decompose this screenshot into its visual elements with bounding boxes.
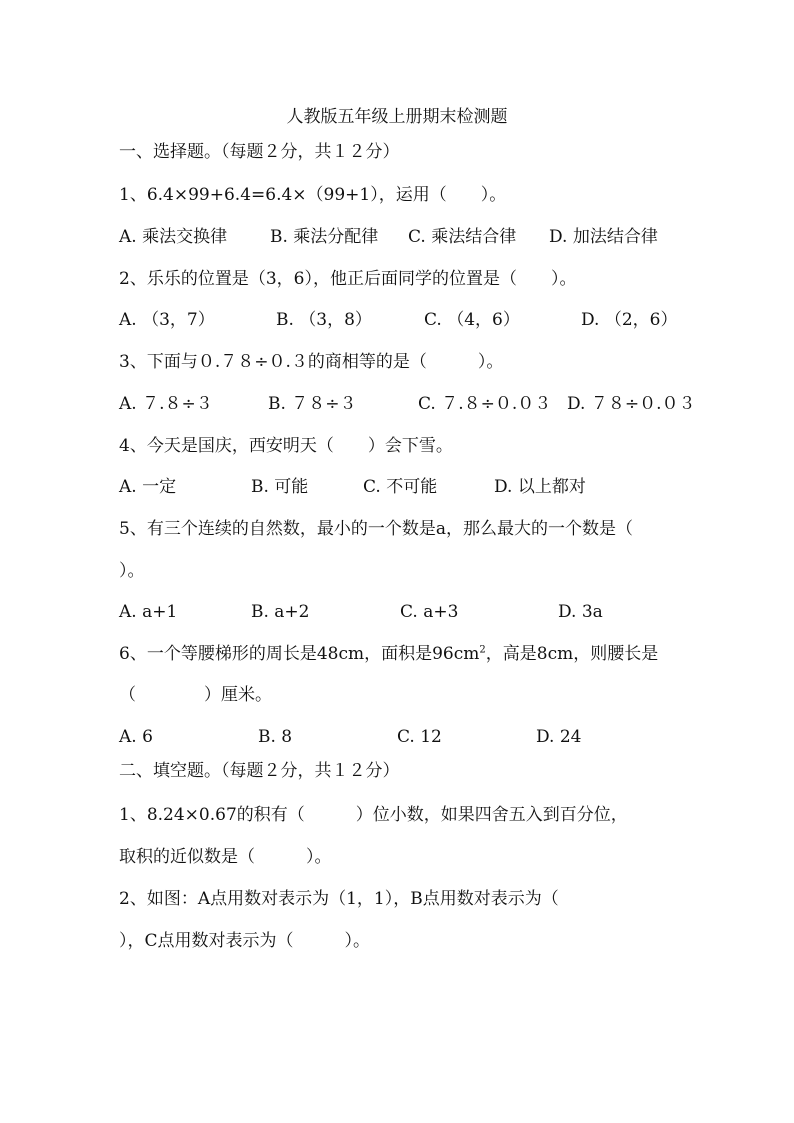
question-5-option-c: C. a+3: [400, 602, 459, 622]
question-5-stem-line1: 5、有三个连续的自然数，最小的一个数是a，那么最大的一个数是（: [119, 519, 633, 539]
question-3-option-c: C. ７.８÷０.０３: [418, 394, 552, 414]
question-1-option-b: B. 乘法分配律: [270, 227, 379, 247]
question-1-option-a: A. 乘法交换律: [119, 227, 228, 247]
question-6-stem-part-b: ，高是8cm，则腰长是: [485, 644, 659, 664]
question-4-option-d: D. 以上都对: [494, 477, 586, 497]
question-2-option-a: A. （3，7）: [119, 310, 215, 330]
question-3-stem: 3、下面与０.７８÷０.３的商相等的是（ ）。: [119, 352, 504, 372]
question-2-stem: 2、乐乐的位置是（3，6），他正后面同学的位置是（ ）。: [119, 269, 577, 289]
question-3-option-a: A. ７.８÷３: [119, 394, 213, 414]
fill-question-2-line1: 2、如图：A点用数对表示为（1，1），B点用数对表示为（: [119, 889, 559, 909]
question-3-option-d: D. ７８÷０.０３: [567, 394, 696, 414]
question-5-option-b: B. a+2: [251, 602, 310, 622]
question-4-stem: 4、今天是国庆，西安明天（ ）会下雪。: [119, 436, 453, 456]
question-2-option-c: C. （4，6）: [424, 310, 520, 330]
page-title: 人教版五年级上册期末检测题: [286, 107, 508, 127]
question-5-stem-line2: ）。: [119, 561, 145, 581]
question-4-option-a: A. 一定: [119, 477, 177, 497]
question-2-option-b: B. （3，8）: [276, 310, 372, 330]
question-1-stem: 1、6.4×99+6.4=6.4×（99+1），运用（ ）。: [119, 185, 507, 205]
question-4-option-b: B. 可能: [251, 477, 309, 497]
section-2-heading: 二、填空题。（每题２分，共１２分）: [119, 761, 400, 781]
fill-question-1-line2: 取积的近似数是（ ）。: [119, 847, 332, 867]
square-superscript: 2: [479, 644, 486, 656]
fill-question-2-line2: ），C点用数对表示为（ ）。: [119, 931, 371, 951]
section-1-heading: 一、选择题。（每题２分，共１２分）: [119, 142, 400, 162]
question-6-option-a: A. 6: [119, 727, 153, 747]
question-1-option-d: D. 加法结合律: [549, 227, 658, 247]
question-6-stem-line2: （ ）厘米。: [119, 685, 272, 705]
question-4-option-c: C. 不可能: [363, 477, 438, 497]
question-3-option-b: B. ７８÷３: [268, 394, 357, 414]
question-1-option-c: C. 乘法结合律: [408, 227, 517, 247]
fill-question-1-line1: 1、8.24×0.67的积有（ ）位小数，如果四舍五入到百分位，: [119, 805, 628, 825]
question-6-stem-line1: [119, 643, 658, 665]
question-6-option-b: B. 8: [258, 727, 293, 747]
question-6-option-c: C. 12: [397, 727, 442, 747]
question-5-option-a: A. a+1: [119, 602, 178, 622]
question-2-option-d: D. （2，6）: [581, 310, 678, 330]
question-5-option-d: D. 3a: [558, 602, 603, 622]
question-6-stem-part-a: 6、一个等腰梯形的周长是48cm，面积是96cm: [119, 644, 480, 664]
question-6-option-d: D. 24: [536, 727, 582, 747]
